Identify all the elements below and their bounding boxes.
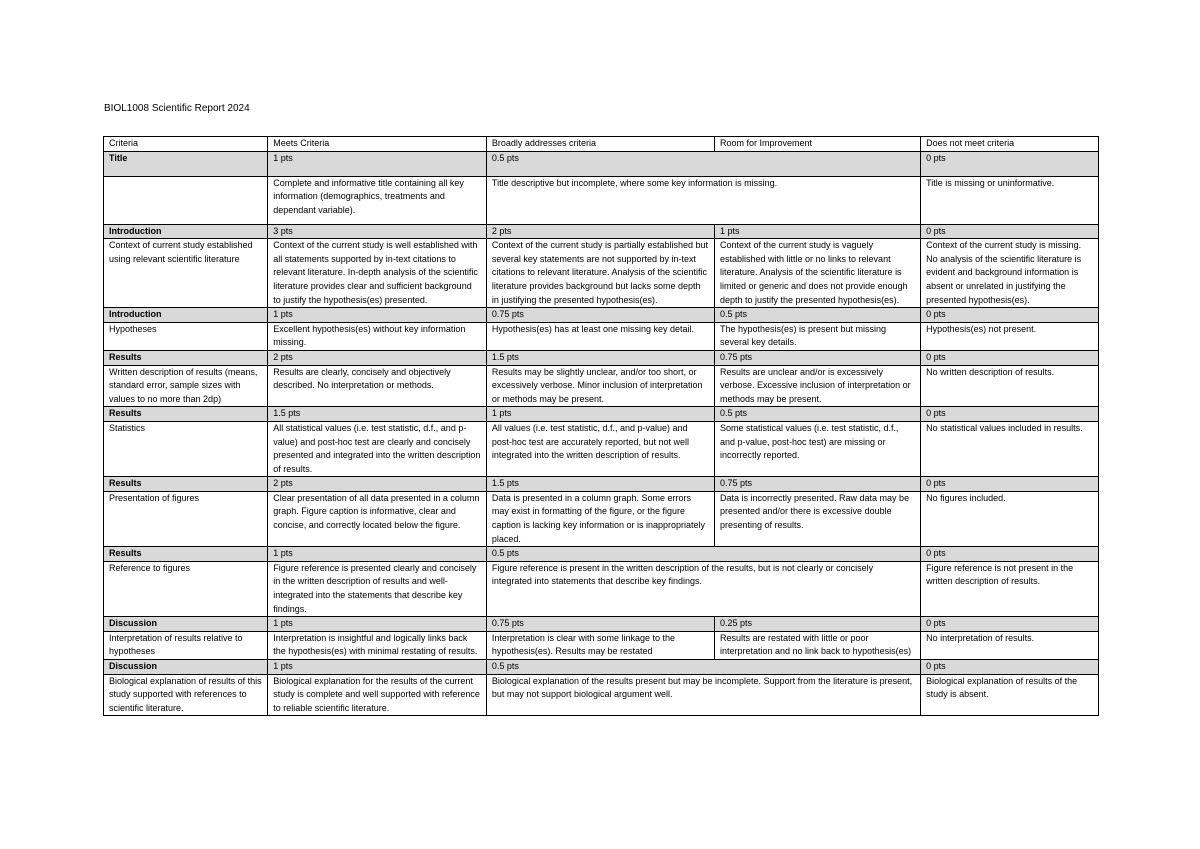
section-heading: Introduction — [104, 308, 268, 323]
column-header: Broadly addresses criteria — [486, 137, 714, 152]
points-cell: 1 pts — [268, 547, 487, 562]
description-cell: No interpretation of results. — [921, 631, 1099, 659]
points-cell: 1.5 pts — [486, 350, 714, 365]
section-heading: Results — [104, 477, 268, 492]
description-cell: All values (i.e. test statistic, d.f., and p-value) and post-hoc test are accurately reported, but not well integrated into the written description of results. — [486, 421, 714, 476]
section-heading-row — [104, 547, 1099, 562]
points-cell: 1 pts — [268, 660, 487, 675]
criterion-cell: Context of current study established using relevant scientific literature — [104, 239, 268, 308]
criterion-cell: Presentation of figures — [104, 491, 268, 546]
description-cell: Context of the current study is partially established but several key statements are not supported by in-text citations to relevant literature. Analysis of the scientific literature provides background but lacks some depth in justifying the presented hypothesis(es). — [486, 239, 714, 308]
description-cell: All statistical values (i.e. test statistic, d.f., and p-value) and post-hoc test are clearly and concisely presented and integrated into the written description of results. — [268, 421, 487, 476]
criterion-cell: Interpretation of results relative to hypotheses — [104, 631, 268, 659]
description-cell: Results may be slightly unclear, and/or too short, or excessively verbose. Minor inclusion of interpretation or methods may be present. — [486, 365, 714, 407]
description-cell: Context of the current study is vaguely established with little or no links to relevant literature. Analysis of the scientific literature is limited or generic and does not provide enough depth to justify the presented hypothesis(es). — [714, 239, 920, 308]
description-cell: Results are clearly, concisely and objectively described. No interpretation or methods. — [268, 365, 487, 407]
points-cell: 2 pts — [268, 350, 487, 365]
points-cell: 0.25 pts — [714, 617, 920, 632]
description-cell: Biological explanation for the results of the current study is complete and well supported with reference to reliable scientific literature. — [268, 674, 487, 716]
column-header: Does not meet criteria — [921, 137, 1099, 152]
points-cell: 0.75 pts — [486, 308, 714, 323]
points-cell: 0 pts — [921, 151, 1099, 176]
description-cell: The hypothesis(es) is present but missing several key details. — [714, 322, 920, 350]
rubric-table — [103, 136, 1099, 716]
description-cell: Context of the current study is missing. No analysis of the scientific literature is evident and background information is absent or unrelated in justifying the presented hypothesis(es). — [921, 239, 1099, 308]
points-cell: 1 pts — [714, 224, 920, 239]
section-heading-row — [104, 350, 1099, 365]
points-cell: 1 pts — [268, 308, 487, 323]
criterion-cell — [104, 176, 268, 224]
description-cell: Title descriptive but incomplete, where some key information is missing. — [486, 176, 920, 224]
section-heading: Title — [104, 151, 268, 176]
criterion-row — [104, 421, 1099, 476]
column-header: Room for Improvement — [714, 137, 920, 152]
criterion-row — [104, 365, 1099, 407]
section-heading: Results — [104, 547, 268, 562]
description-cell: Clear presentation of all data presented in a column graph. Figure caption is informative, clear and concise, and correctly located below the figure. — [268, 491, 487, 546]
points-cell: 0 pts — [921, 547, 1099, 562]
description-cell: Interpretation is insightful and logically links back the hypothesis(es) with minimal restating of results. — [268, 631, 487, 659]
criterion-cell: Reference to figures — [104, 561, 268, 616]
points-cell: 1.5 pts — [268, 407, 487, 422]
points-cell: 0.5 pts — [714, 407, 920, 422]
points-cell: 1.5 pts — [486, 477, 714, 492]
points-cell: 0.75 pts — [714, 477, 920, 492]
section-heading-row — [104, 308, 1099, 323]
section-heading: Results — [104, 407, 268, 422]
points-cell: 0.75 pts — [486, 617, 714, 632]
points-cell: 0 pts — [921, 308, 1099, 323]
section-heading: Introduction — [104, 224, 268, 239]
column-header: Criteria — [104, 137, 268, 152]
description-cell: Title is missing or uninformative. — [921, 176, 1099, 224]
criterion-cell: Written description of results (means, standard error, sample sizes with values to no more than 2dp) — [104, 365, 268, 407]
description-cell: No statistical values included in results. — [921, 421, 1099, 476]
points-cell: 0 pts — [921, 350, 1099, 365]
document-title: BIOL1008 Scientific Report 2024 — [104, 103, 250, 114]
description-cell: Some statistical values (i.e. test statistic, d.f., and p-value, post-hoc test) are missing or incorrectly reported. — [714, 421, 920, 476]
criterion-cell: Biological explanation of results of this study supported with references to scientific literature. — [104, 674, 268, 716]
points-cell: 0.5 pts — [486, 547, 920, 562]
description-cell: Figure reference is presented clearly and concisely in the written description of results and well-integrated into the statements that describe key findings. — [268, 561, 487, 616]
description-cell: Biological explanation of results of the study is absent. — [921, 674, 1099, 716]
criterion-cell: Statistics — [104, 421, 268, 476]
description-cell: Biological explanation of the results present but may be incomplete. Support from the literature is present, but may not support biological argument well. — [486, 674, 920, 716]
points-cell: 1 pts — [268, 151, 487, 176]
description-cell: Figure reference is not present in the written description of results. — [921, 561, 1099, 616]
points-cell: 0.75 pts — [714, 350, 920, 365]
section-heading-row — [104, 407, 1099, 422]
section-heading-row — [104, 224, 1099, 239]
criterion-cell: Hypotheses — [104, 322, 268, 350]
description-cell: Hypothesis(es) has at least one missing key detail. — [486, 322, 714, 350]
section-heading-row — [104, 660, 1099, 675]
points-cell: 0.5 pts — [486, 151, 920, 176]
description-cell: Data is incorrectly presented. Raw data may be presented and/or there is excessive double presenting of results. — [714, 491, 920, 546]
description-cell: Data is presented in a column graph. Some errors may exist in formatting of the figure, or the figure caption is lacking key information or is inappropriately placed. — [486, 491, 714, 546]
criterion-row — [104, 491, 1099, 546]
points-cell: 3 pts — [268, 224, 487, 239]
section-heading-row — [104, 477, 1099, 492]
section-heading: Discussion — [104, 660, 268, 675]
points-cell: 1 pts — [486, 407, 714, 422]
points-cell: 0.5 pts — [714, 308, 920, 323]
description-cell: Results are unclear and/or is excessively verbose. Excessive inclusion of interpretation or methods may be present. — [714, 365, 920, 407]
points-cell: 2 pts — [268, 477, 487, 492]
points-cell: 0 pts — [921, 617, 1099, 632]
points-cell: 0.5 pts — [486, 660, 920, 675]
points-cell: 0 pts — [921, 224, 1099, 239]
description-cell: Excellent hypothesis(es) without key information missing. — [268, 322, 487, 350]
table-header-row — [104, 137, 1099, 152]
description-cell: No written description of results. — [921, 365, 1099, 407]
description-cell: Results are restated with little or poor interpretation and no link back to hypothesis(es) — [714, 631, 920, 659]
description-cell: No figures included. — [921, 491, 1099, 546]
description-cell: Figure reference is present in the written description of the results, but is not clearly or concisely integrated into statements that describe key findings. — [486, 561, 920, 616]
section-heading: Discussion — [104, 617, 268, 632]
points-cell: 2 pts — [486, 224, 714, 239]
criterion-row — [104, 561, 1099, 616]
criterion-row — [104, 674, 1099, 716]
description-cell: Complete and informative title containing all key information (demographics, treatments and dependant variable). — [268, 176, 487, 224]
points-cell: 0 pts — [921, 407, 1099, 422]
points-cell: 0 pts — [921, 660, 1099, 675]
description-cell: Context of the current study is well established with all statements supported by in-text citations to relevant literature. In-depth analysis of the scientific literature provides clear and sufficient background to justify the hypothesis(es) presented. — [268, 239, 487, 308]
criterion-row — [104, 631, 1099, 659]
points-cell: 1 pts — [268, 617, 487, 632]
column-header: Meets Criteria — [268, 137, 487, 152]
criterion-row — [104, 322, 1099, 350]
section-heading-row — [104, 151, 1099, 176]
section-heading: Results — [104, 350, 268, 365]
section-heading-row — [104, 617, 1099, 632]
criterion-row — [104, 176, 1099, 224]
description-cell: Hypothesis(es) not present. — [921, 322, 1099, 350]
description-cell: Interpretation is clear with some linkage to the hypothesis(es). Results may be restated — [486, 631, 714, 659]
points-cell: 0 pts — [921, 477, 1099, 492]
criterion-row — [104, 239, 1099, 308]
